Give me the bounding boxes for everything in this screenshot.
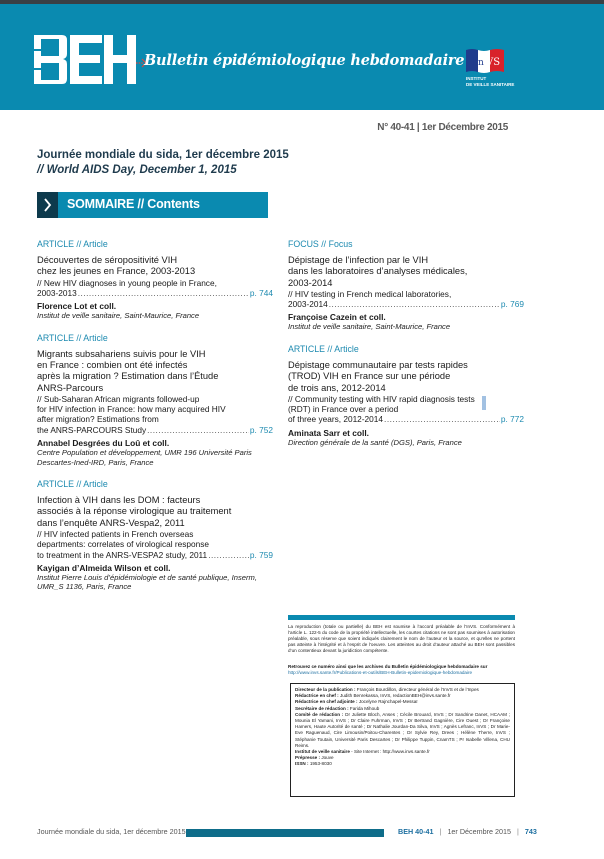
issue-number: N° 40-41 | 1er Décembre 2015	[377, 122, 508, 133]
svg-text:I: I	[472, 55, 478, 68]
entry-title-fr[interactable]: Dépistage communautaire par tests rapides	[288, 359, 468, 370]
footer-separator: |	[516, 827, 519, 836]
credit-label: ISSN :	[295, 761, 309, 767]
invs-subtitle-line2: DE VEILLE SANITAIRE	[466, 81, 515, 87]
credit-value: Farida Mihoub	[349, 705, 380, 711]
entry-title-fr[interactable]: après la migration ? Estimation dans l’Étude	[37, 371, 219, 382]
entry-title-fr[interactable]: Migrants subsahariens suivis pour le VIH	[37, 348, 206, 359]
entry-title-en[interactable]: 2003-2014	[288, 299, 328, 310]
footer-issue-info	[398, 827, 537, 836]
entry-title-en[interactable]: of three years, 2012-2014	[288, 414, 384, 425]
footer-event: Journée mondiale du sida, 1er décembre 2015	[37, 827, 186, 836]
toc-entry[interactable]	[37, 479, 273, 592]
invs-subtitle	[466, 76, 536, 87]
entry-title-en[interactable]: // HIV testing in French medical laboratories,	[288, 288, 452, 299]
svg-text:n: n	[478, 58, 484, 68]
event-heading	[37, 148, 289, 178]
dot-leader	[208, 550, 249, 560]
text-cursor-icon	[482, 396, 486, 410]
journal-title: Bulletin épidémiologique hebdomadaire	[144, 52, 465, 69]
entry-page-line[interactable]	[37, 550, 273, 560]
toc-entry[interactable]	[288, 239, 524, 332]
footer-date: 1er Décembre 2015	[447, 827, 511, 836]
invs-logo	[466, 48, 526, 96]
right-column	[288, 239, 524, 459]
page-link[interactable]: p. 752	[249, 424, 273, 435]
entry-type: ARTICLE // Article	[37, 479, 108, 490]
entry-title-en[interactable]: // Community testing with HIV rapid diagnosis tests	[288, 393, 475, 404]
page-link[interactable]: p. 769	[500, 299, 524, 310]
entry-type: ARTICLE // Article	[288, 343, 359, 354]
credit-line	[295, 712, 510, 749]
event-title-en: // World AIDS Day, December 1, 2015	[37, 164, 237, 176]
entry-title-en[interactable]: 2003-2013	[37, 287, 77, 298]
entry-page-line[interactable]	[288, 414, 524, 424]
chevron-right-icon	[37, 192, 58, 218]
credit-label: Rédactrice en chef adjointe :	[295, 699, 358, 705]
credits-box	[290, 683, 515, 797]
sommaire-banner	[37, 192, 268, 218]
credit-label: Directeur de la publication :	[295, 687, 356, 692]
entry-author: Annabel Desgrées du Loû et coll.	[37, 438, 170, 449]
page-link[interactable]: p. 772	[500, 414, 524, 425]
toc-entry[interactable]	[37, 239, 273, 321]
entry-title-en[interactable]: departments: correlates of virological response	[37, 539, 210, 550]
entry-title-fr[interactable]: 2003-2014	[288, 277, 333, 288]
credit-value: François Bourdillon, directeur général de l’InVS et de l’Inpes	[356, 687, 479, 692]
entry-title-fr[interactable]: ANRS-Parcours	[37, 382, 104, 393]
invs-subtitle-line1: INSTITUT	[466, 76, 487, 81]
entry-author: Kayigan d’Almeida Wilson et coll.	[37, 562, 171, 573]
credit-label: Rédactrice en chef :	[295, 693, 339, 699]
entry-title-en[interactable]: after migration? Estimations from	[37, 414, 159, 425]
archive-notice-text: Retrouvez ce numéro ainsi que les archives du Bulletin épidémiologique hebdomadaire sur	[288, 664, 488, 669]
credit-value: - Site Internet : http://www.invs.sante.fr	[351, 749, 430, 755]
entry-author: Aminata Sarr et coll.	[288, 427, 369, 438]
archive-link[interactable]: http://www.invs.sante.fr/Publications-et-outils/BEH-Bulletin-epidemiologique-hebdomadaire	[288, 670, 473, 675]
entry-title-fr[interactable]: dans les laboratoires d’analyses médicales,	[288, 266, 468, 277]
entry-type: ARTICLE // Article	[37, 239, 108, 249]
entry-title-fr[interactable]: chez les jeunes en France, 2003-2013	[37, 266, 196, 277]
beh-logo	[34, 35, 136, 84]
sommaire-label: SOMMAIRE // Contents	[67, 197, 200, 211]
credit-label: Comité de rédaction :	[295, 711, 344, 717]
credit-value: Jocelyne Rajnchapel-Messaï	[358, 699, 418, 705]
entry-affiliation: Institut Pierre Louis d’épidémiologie et de santé publique, Inserm, UMR_S 1136, Paris, France	[37, 572, 257, 592]
dot-leader	[384, 414, 500, 424]
reproduction-notice: La reproduction (totale ou partielle) du BEH est soumise à l’accord préalable de l’InVS. Conformément à l’article L. 122-5 du code de la propriété intellectuelle, les courtes citations ne sont pas soumises à autorisation préalable, sous réserve que soient indiqués clairement le nom de l’auteur et la source, et qu’elles ne portent pas atteinte à l’intégrité et à l’esprit de l’oeuvre. Les atteintes au droit d’auteur attaché au BEH sont passibles d’un contentieux devant la juridiction compétente.	[288, 624, 515, 653]
credit-label: Secrétaire de rédaction :	[295, 705, 349, 711]
dot-leader	[147, 425, 249, 435]
entry-type: FOCUS // Focus	[288, 239, 353, 249]
entry-title-en[interactable]: to treatment in the ANRS-VESPA2 study, 2011	[37, 549, 208, 560]
page-link[interactable]: p. 759	[249, 549, 273, 560]
legal-divider	[288, 615, 515, 620]
credit-label: Prépresse :	[295, 755, 321, 761]
entry-title-en[interactable]: (RDT) in France over a period	[288, 404, 399, 415]
invs-flag-icon	[466, 48, 504, 74]
entry-affiliation: Centre Population et développement, UMR 196 Université Paris Descartes-Ined-IRD, Paris, France	[37, 448, 252, 467]
entry-affiliation: Direction générale de la santé (DGS), Paris, France	[288, 437, 462, 447]
entry-title-en[interactable]: the ANRS-PARCOURS Study	[37, 424, 147, 435]
footer-bar	[186, 829, 384, 837]
entry-title-fr[interactable]: dans l’enquête ANRS-Vespa2, 2011	[37, 517, 185, 528]
entry-title-fr[interactable]: Dépistage de l’infection par le VIH	[288, 255, 429, 265]
entry-page-line[interactable]	[37, 288, 273, 298]
chevron-box	[37, 192, 58, 218]
entry-title-en[interactable]: // New HIV diagnoses in young people in France,	[37, 277, 217, 288]
credit-value: Dr Juliette Bloch, Anses ; Cécile Brouard, InVS ; Dr Sandrine Danet, HCAAM ; Mounia El Yamani, InVS ; Dr Claire Fuhrman, InVS ; Dr Bertrand Gagnière, Cire Ouest ; Dr Françoise Hamers, Haute Autorité de santé ; Dr Nathalie Jourdan-Da Silva, InVS ; Agnès Lefranc, InVS ; Dr Marie-Eve Raguenaud, Cire Limousin/Poitou-Charentes ; Dr Sylvie Rey, Drees ; Hélène Therre, InVS ; Stéphanie Toutain, Université Paris Descartes ; Dr Philippe Tuppin, CnamTS ; Pr Isabelle Villena, CHU Reims.	[295, 711, 511, 748]
archive-notice	[288, 664, 518, 676]
dot-leader	[329, 299, 500, 309]
masthead	[0, 4, 604, 110]
footer-separator: |	[439, 827, 442, 836]
entry-title-fr[interactable]: Découvertes de séropositivité VIH	[37, 255, 178, 265]
entry-title-fr[interactable]: de trois ans, 2012-2014	[288, 382, 386, 393]
entry-title-en[interactable]: // HIV infected patients in French overseas	[37, 528, 194, 539]
entry-title-fr[interactable]: en France : combien ont été infectés	[37, 359, 188, 370]
entry-page-line[interactable]	[37, 425, 273, 435]
page-link[interactable]: p. 744	[249, 287, 273, 298]
entry-author: Françoise Cazein et coll.	[288, 312, 386, 323]
credit-line	[295, 761, 510, 767]
dot-leader	[78, 288, 249, 298]
entry-affiliation: Institut de veille sanitaire, Saint-Maurice, France	[37, 311, 200, 321]
svg-text:VS: VS	[486, 57, 501, 68]
credit-value: Judith Benrekassa, InVS, redactionBEH@invs.sante.fr	[339, 693, 451, 699]
entry-title-en[interactable]: // Sub-Saharan African migrants followed-up	[37, 393, 200, 404]
event-title-fr: Journée mondiale du sida, 1er décembre 2015	[37, 149, 289, 161]
entry-title-fr[interactable]: Infection à VIH dans les DOM : facteurs	[37, 495, 201, 506]
entry-type: ARTICLE // Article	[37, 332, 108, 343]
credit-label: Institut de veille sanitaire	[295, 749, 350, 755]
entry-page-line[interactable]	[288, 299, 524, 309]
credit-value: Jouve	[321, 755, 334, 761]
footer-issue: BEH 40-41	[398, 827, 434, 836]
left-column	[37, 239, 273, 604]
credit-value: 1953-8030	[309, 761, 332, 767]
page-number: 743	[524, 827, 537, 836]
entry-author: Florence Lot et coll.	[37, 301, 117, 312]
entry-affiliation: Institut de veille sanitaire, Saint-Maurice, France	[288, 322, 451, 332]
toc-entry[interactable]	[288, 344, 524, 447]
entry-title-fr[interactable]: (TROD) VIH en France sur une période	[288, 371, 451, 382]
toc-entry[interactable]	[37, 333, 273, 467]
entry-title-fr[interactable]: associés à la réponse virologique au traitement	[37, 506, 232, 517]
entry-title-en[interactable]: for HIV infection in France: how many acquired HIV	[37, 404, 226, 415]
